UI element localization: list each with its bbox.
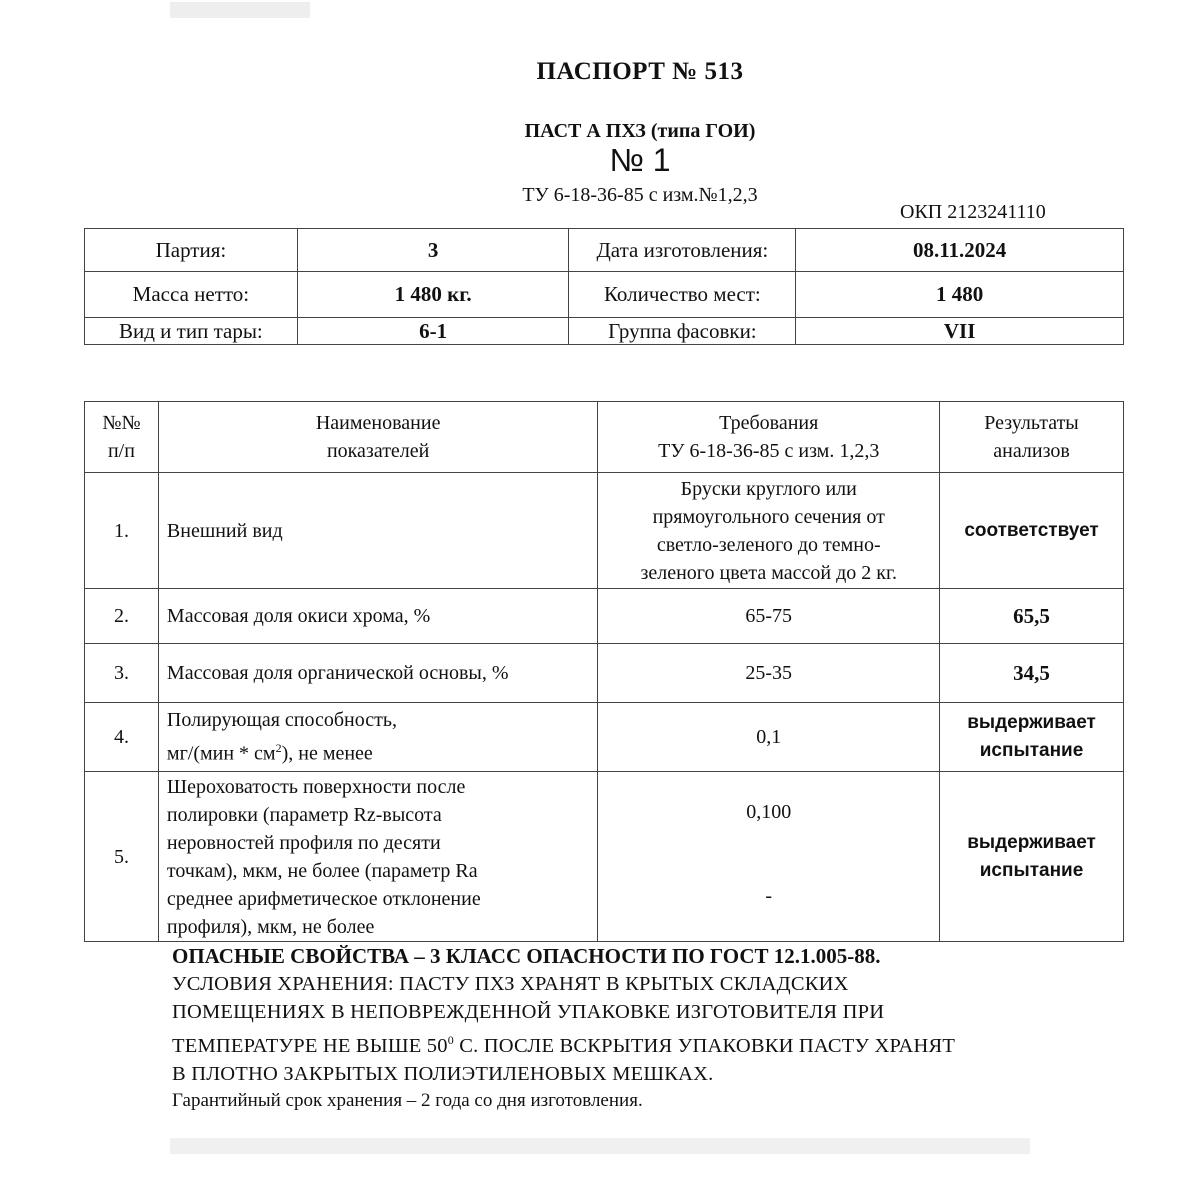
- places-value: 1 480: [796, 272, 1124, 318]
- table-header-row: [85, 402, 1124, 473]
- date-label: Дата изготовления:: [569, 229, 796, 272]
- tare-label: Вид и тип тары:: [85, 318, 298, 345]
- row-num: 1.: [85, 473, 159, 589]
- row-num: 5.: [85, 772, 159, 942]
- row-name: Массовая доля окиси хрома, %: [158, 589, 598, 644]
- col-header-num: №№ п/п: [85, 402, 159, 473]
- table-row: [85, 473, 1124, 589]
- passport-title: ПАСПОРТ № 513: [536, 58, 744, 85]
- product-name: ПАСТ А ПХЗ (типа ГОИ): [524, 120, 756, 142]
- requirement-rz: 0,100: [746, 801, 792, 823]
- tare-value: 6-1: [297, 318, 569, 345]
- bleed-through-bottom: [170, 1138, 1030, 1154]
- col-header-name: Наименование показателей: [158, 402, 598, 473]
- row-name: Внешний вид: [158, 473, 598, 589]
- group-label: Группа фасовки:: [569, 318, 796, 345]
- bleed-through-top: [170, 2, 310, 18]
- analysis-table: [84, 401, 1124, 942]
- row-requirement: 0,1: [598, 703, 940, 772]
- table-row: [85, 703, 1124, 772]
- row-num: 3.: [85, 644, 159, 703]
- storage-conditions: УСЛОВИЯ ХРАНЕНИЯ: ПАСТУ ПХЗ ХРАНЯТ В КРЫТЫХ СКЛАДСКИХ ПОМЕЩЕНИЯХ В НЕПОВРЕЖДЕННОЙ УПАКОВКЕ ИЗГОТОВИТЕЛЯ ПРИ ТЕМПЕРАТУРЕ НЕ ВЫШЕ $50^0$ С. ПОСЛЕ ВСКРЫТИЯ УПАКОВКИ ПАСТУ ХРАНЯТ В ПЛОТНО ЗАКРЫТЫХ ПОЛИЭТИЛЕНОВЫХ МЕШКАХ.: [172, 973, 956, 1085]
- hazard-statement: ОПАСНЫЕ СВОЙСТВА – 3 КЛАСС ОПАСНОСТИ ПО ГОСТ 12.1.005-88.: [172, 944, 881, 968]
- mass-label: Масса нетто:: [85, 272, 298, 318]
- table-row: [85, 589, 1124, 644]
- footer-notes: [172, 942, 1132, 1114]
- requirement-ra: -: [765, 885, 773, 907]
- row-requirement: [598, 772, 940, 942]
- row-result: выдерживает испытание: [940, 703, 1124, 772]
- date-value: 08.11.2024: [796, 229, 1124, 272]
- info-row: [85, 318, 1124, 345]
- table-row: [85, 644, 1124, 703]
- row-requirement: 25-35: [598, 644, 940, 703]
- batch-info-table: [84, 228, 1124, 345]
- group-value: VII: [796, 318, 1124, 345]
- table-row: [85, 772, 1124, 942]
- row-requirement: 65-75: [598, 589, 940, 644]
- places-label: Количество мест:: [569, 272, 796, 318]
- product-number: № 1: [609, 142, 671, 178]
- row-result: выдерживает испытание: [940, 772, 1124, 942]
- guarantee-period: Гарантийный срок хранения – 2 года со дня изготовления.: [172, 1089, 643, 1111]
- row-requirement: Бруски круглого или прямоугольного сечения от светло-зеленого до темно- зеленого цвета массой до 2 кг.: [598, 473, 940, 589]
- row-result: соответствует: [940, 473, 1124, 589]
- product-standard: ТУ 6-18-36-85 с изм.№1,2,3: [522, 184, 758, 206]
- okp-code: ОКП 2123241110: [900, 201, 1046, 223]
- row-name: Шероховатость поверхности после полировки (параметр Rz-высота неровностей профиля по десяти точкам), мкм, не более (параметр Ra среднее арифметическое отклонение профиля), мкм, не более: [158, 772, 598, 942]
- row-result: 34,5: [940, 644, 1124, 703]
- row-result: 65,5: [940, 589, 1124, 644]
- mass-value: 1 480 кг.: [297, 272, 569, 318]
- row-name: Полирующая способность, $мг/(мин * см^2)$, не менее: [158, 703, 598, 772]
- row-num: 4.: [85, 703, 159, 772]
- batch-label: Партия:: [85, 229, 298, 272]
- col-header-requirements: Требования ТУ 6-18-36-85 с изм. 1,2,3: [598, 402, 940, 473]
- info-row: [85, 229, 1124, 272]
- row-num: 2.: [85, 589, 159, 644]
- col-header-results: Результаты анализов: [940, 402, 1124, 473]
- row-name: Массовая доля органической основы, %: [158, 644, 598, 703]
- batch-value: 3: [297, 229, 569, 272]
- info-row: [85, 272, 1124, 318]
